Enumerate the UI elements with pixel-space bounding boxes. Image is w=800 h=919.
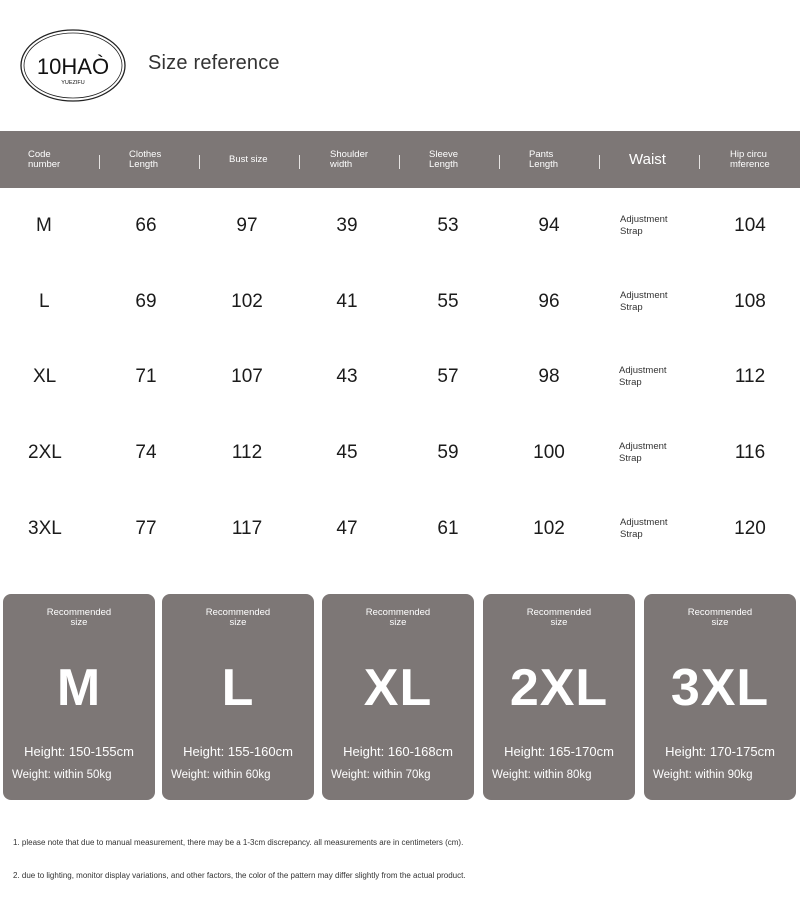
waist-cell: Adjustment Strap: [619, 364, 667, 388]
recommended-size: XL: [363, 659, 433, 717]
footnote-color: 2. due to lighting, monitor display variations, and other factors, the color of the pattern may differ slightly from the actual product.: [13, 871, 466, 880]
recommended-weight: Weight: within 90kg: [653, 769, 753, 781]
recommended-height: Height: 150-155cm: [24, 744, 134, 759]
header-divider: [699, 155, 700, 169]
pants-length-cell: 102: [533, 517, 565, 539]
bust-size-cell: 102: [231, 290, 263, 312]
bust-size-cell: 97: [236, 214, 258, 236]
table-row: [0, 188, 800, 263]
pants-length-cell: 96: [538, 290, 560, 312]
hip-cell: 112: [734, 365, 766, 387]
hip-cell: 104: [734, 214, 766, 236]
clothes-length-cell: 74: [135, 441, 157, 463]
code-cell: L: [39, 290, 50, 312]
recommended-size: M: [56, 659, 102, 717]
header-divider: [99, 155, 100, 169]
table-header: [0, 131, 800, 188]
recommended-size: 2XL: [509, 659, 609, 717]
table-row: [0, 339, 800, 414]
recommended-weight: Weight: within 50kg: [12, 769, 112, 781]
sleeve-length-cell: 57: [437, 365, 459, 387]
sleeve-length-cell: 53: [437, 214, 459, 236]
clothes-length-cell: 77: [135, 517, 157, 539]
recommendation-card-l: [162, 594, 314, 800]
code-cell: 2XL: [28, 441, 62, 463]
waist-cell: Adjustment Strap: [620, 516, 668, 540]
header-waist: Waist: [629, 150, 666, 168]
shoulder-width-cell: 47: [336, 517, 358, 539]
header-sleeve-length: Sleeve Length: [429, 148, 459, 170]
brand-logo: [20, 29, 126, 102]
header-pants-length: Pants Length: [529, 148, 559, 170]
recommendation-card-m: [3, 594, 155, 800]
sleeve-length-cell: 59: [437, 441, 459, 463]
clothes-length-cell: 69: [135, 290, 157, 312]
header-divider: [399, 155, 400, 169]
sleeve-length-cell: 61: [437, 517, 459, 539]
hip-cell: 116: [734, 441, 766, 463]
waist-cell: Adjustment Strap: [620, 289, 668, 313]
code-cell: M: [36, 214, 52, 236]
recommendation-card-xl: [322, 594, 474, 800]
recommendation-card-2xl: [483, 594, 635, 800]
logo-text: 10HAÒ: [36, 54, 110, 79]
bust-size-cell: 107: [231, 365, 263, 387]
pants-length-cell: 98: [538, 365, 560, 387]
page-title: Size reference: [148, 52, 280, 74]
recommended-label: Recommended size: [365, 607, 431, 628]
bust-size-cell: 112: [231, 441, 263, 463]
header-bust-size: Bust size: [229, 153, 268, 165]
header-divider: [499, 155, 500, 169]
header-shoulder-width: Shoulder width: [330, 148, 369, 170]
recommended-height: Height: 170-175cm: [665, 744, 775, 759]
header-divider: [299, 155, 300, 169]
code-cell: 3XL: [28, 517, 62, 539]
code-cell: XL: [33, 365, 57, 387]
hip-cell: 120: [734, 517, 766, 539]
page-header: [0, 0, 800, 131]
clothes-length-cell: 71: [135, 365, 157, 387]
recommended-weight: Weight: within 80kg: [492, 769, 592, 781]
bust-size-cell: 117: [231, 517, 263, 539]
logo-subtext: YUEZIFU: [61, 80, 85, 86]
recommended-weight: Weight: within 70kg: [331, 769, 431, 781]
shoulder-width-cell: 45: [336, 441, 358, 463]
recommended-weight: Weight: within 60kg: [171, 769, 271, 781]
recommended-height: Height: 155-160cm: [183, 744, 293, 759]
shoulder-width-cell: 41: [336, 290, 358, 312]
header-hip-circumference: Hip circu mference: [730, 148, 770, 170]
pants-length-cell: 94: [538, 214, 560, 236]
sleeve-length-cell: 55: [437, 290, 459, 312]
shoulder-width-cell: 39: [336, 214, 358, 236]
waist-cell: Adjustment Strap: [619, 440, 667, 464]
recommended-label: Recommended size: [526, 607, 592, 628]
recommended-height: Height: 160-168cm: [343, 744, 453, 759]
pants-length-cell: 100: [533, 441, 565, 463]
hip-cell: 108: [734, 290, 766, 312]
header-divider: [599, 155, 600, 169]
recommended-size: L: [221, 659, 255, 717]
header-code-number: Code number: [28, 148, 61, 170]
recommended-label: Recommended size: [687, 607, 753, 628]
recommendation-card-3xl: [644, 594, 796, 800]
recommended-label: Recommended size: [46, 607, 112, 628]
recommended-height: Height: 165-170cm: [504, 744, 614, 759]
clothes-length-cell: 66: [135, 214, 157, 236]
header-clothes-length: Clothes Length: [129, 148, 162, 170]
waist-cell: Adjustment Strap: [620, 213, 668, 237]
recommended-label: Recommended size: [205, 607, 271, 628]
table-row: [0, 415, 800, 490]
table-row: [0, 264, 800, 339]
footnote-measurement: 1. please note that due to manual measurement, there may be a 1-3cm discrepancy. all measurements are in centimeters (cm).: [13, 838, 464, 847]
recommended-size: 3XL: [670, 659, 770, 717]
header-divider: [199, 155, 200, 169]
shoulder-width-cell: 43: [336, 365, 358, 387]
table-row: [0, 491, 800, 566]
